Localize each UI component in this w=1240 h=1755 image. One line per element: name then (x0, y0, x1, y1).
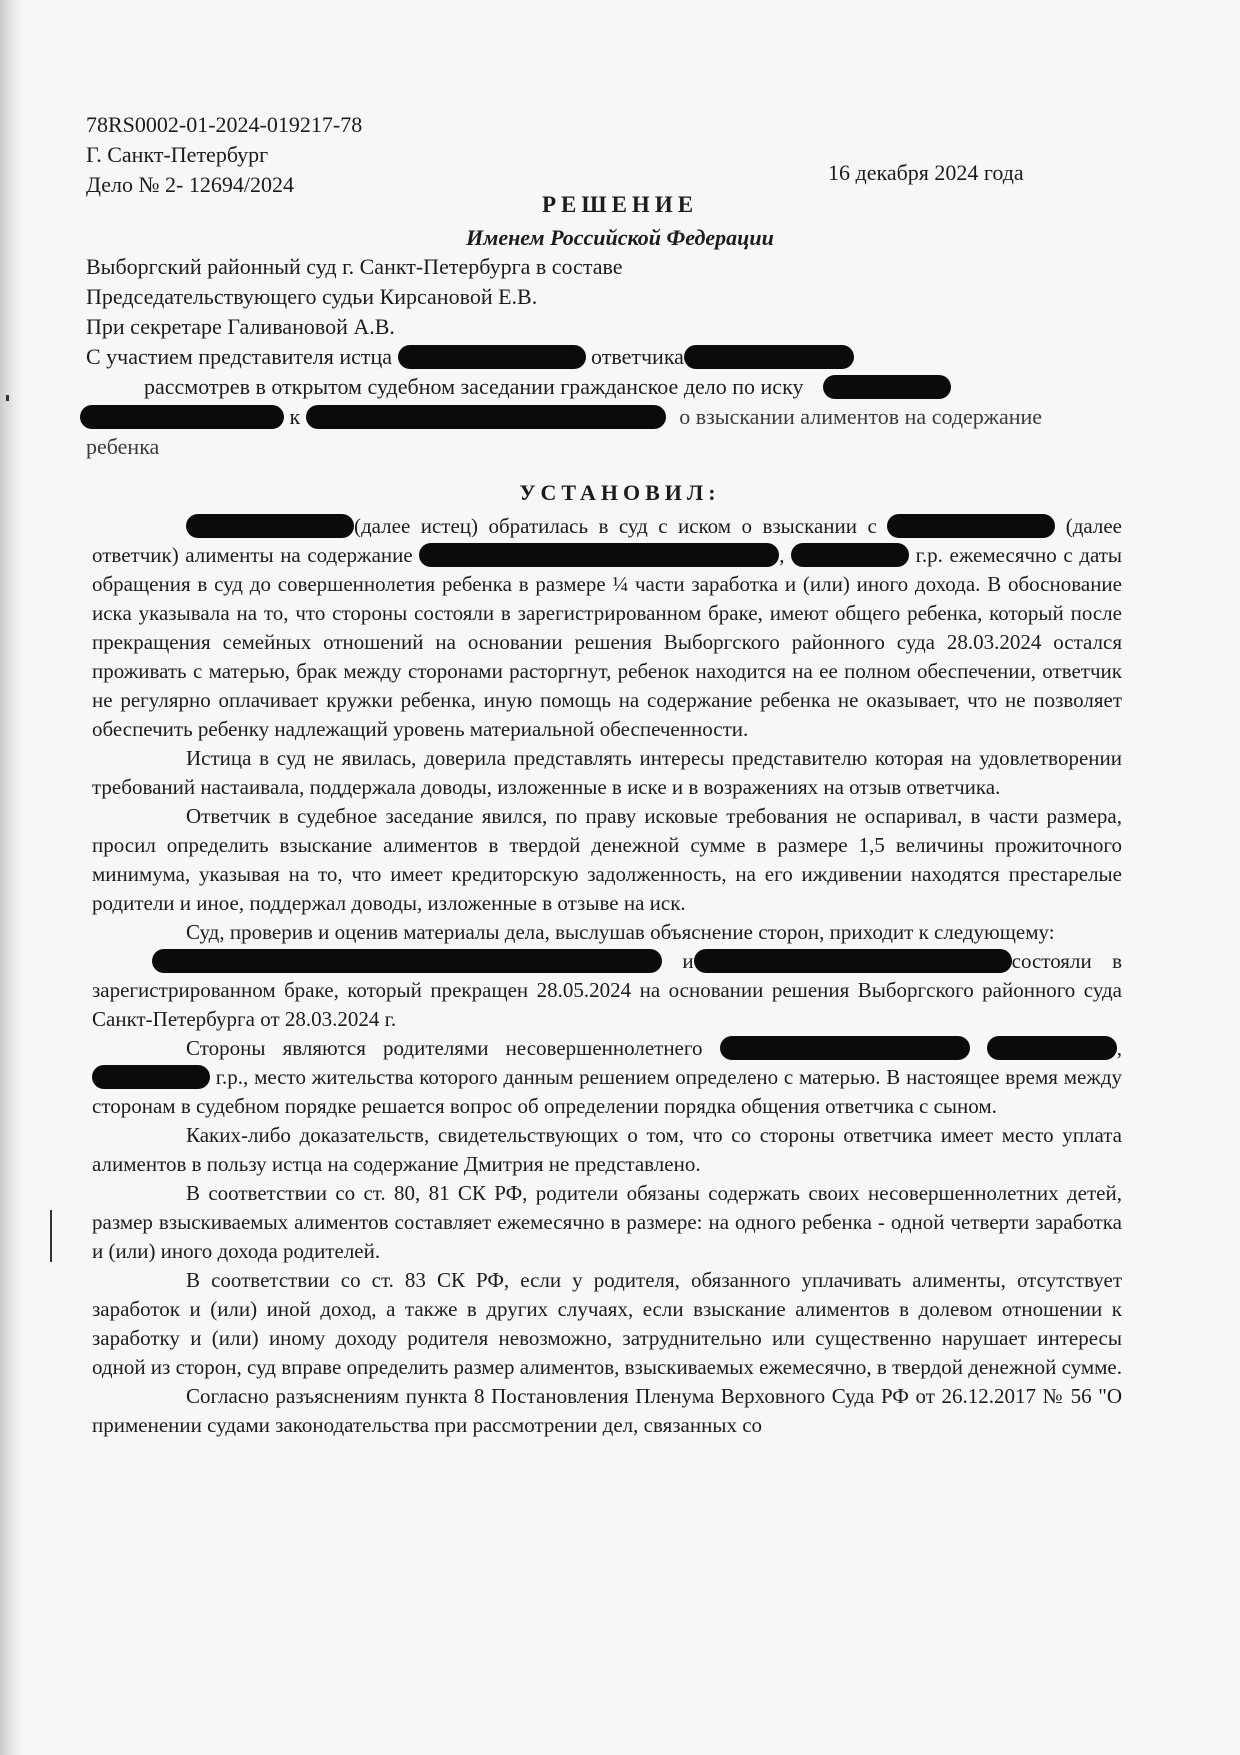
redaction (186, 514, 354, 538)
scan-line-mark (50, 1210, 52, 1262)
document-header (86, 110, 362, 200)
intro-judge: Председательствующего судьи Кирсановой Е.В. (86, 284, 538, 309)
claim-text-4: ежемесячно с даты обращения в суд до совершеннолетия ребенка в размере ¼ части заработка и (или) иного дохода. В обоснование иска указывала на то, что стороны состояли в зарегистрированном браке, имеют общего ребенка, который после прекращения семейных отношений на основании решения Выборгского районного суда 28.03.2024 остался проживать с матерью, брак между сторонами расторгнут, ребенок находится на ее полном обеспечении, ответчик не регулярно оплачивает кружки ребенка, иную помощь на содержание ребенка не оказывает, что не позволяет обеспечить ребенку надлежащий уровень материальной обеспеченности. (92, 543, 1123, 741)
redaction (92, 1065, 210, 1089)
intro-secretary: При секретаре Галивановой А.В. (86, 314, 395, 339)
scan-edge-shadow (0, 0, 22, 1755)
paragraph-evidence: Каких-либо доказательств, свидетельствующих о том, что со стороны ответчика имеет место уплата алиментов в пользу истца на содержание Дмитрия не представлено. (92, 1123, 1122, 1176)
paragraph-plaintiff: Истица в суд не явилась, доверила представлять интересы представителю которая на удовлетворении требований настаивала, поддержала доводы, изложенные в иске и в возражениях на отзыв ответчика. (92, 746, 1122, 799)
redaction (694, 949, 1012, 973)
claim-text-2: (далее ответчик) алименты на содержание (92, 514, 1123, 567)
intro-parties (80, 402, 1126, 432)
paragraph-court-finding: Суд, проверив и оценив материалы дела, выслушав объяснение сторон, приходит к следующему: (186, 920, 1055, 944)
redaction (887, 514, 1055, 538)
section-title: УСТАНОВИЛ: (519, 480, 721, 505)
against-label: к (289, 404, 301, 429)
redaction (152, 949, 662, 973)
redaction (987, 1036, 1117, 1060)
claim-text-1: (далее истец) обратилась в суд с иском о взыскании с (354, 514, 877, 538)
intro-hearing (86, 372, 1126, 402)
redaction (791, 543, 909, 567)
paragraph-parents: Стороны являются родителями несовершеннолетнего , г.р., место жительства которого данным решением определено с матерью. В настоящее время между сторонам в судебном порядке решается вопрос об определении порядка общения ответчика с сыном. (92, 1036, 1122, 1118)
decision-date: 16 декабря 2024 года (828, 160, 1024, 185)
claim-subject: о взыскании алиментов на содержание (679, 404, 1043, 429)
defendant-label: ответчика (591, 344, 684, 369)
participants-label: С участием представителя истца (86, 344, 393, 369)
intro-child: ребенка (86, 434, 160, 459)
redaction (419, 543, 779, 567)
marriage-text-1: состояли (1011, 949, 1092, 973)
intro-participants (86, 342, 1126, 372)
paragraph-law-83: В соответствии со ст. 83 СК РФ, если у родителя, обязанного уплачивать алименты, отсутствует заработок и (или) иной доход, а также в других случаях, если взыскание алиментов в долевом отношении к заработку и (или) иному доходу родителя невозможно, затруднительно или существенно нарушает интересы одной из сторон, суд вправе определить размер алиментов, взыскиваемых ежемесячно, в твердой денежной сумме. (92, 1268, 1122, 1379)
marriage-text-2: в зарегистрированном браке, который прекращен 28.05.2024 на основании решения Выборгского районного суда Санкт-Петербурга от 28.03.2024 г. (92, 949, 1122, 1031)
paragraph-claim: (далее истец) обратилась в суд с иском о взыскании с (далее ответчик) алименты на содержание , г.р. ежемесячно с даты обращения в суд до совершеннолетия ребенка в размере ¼ части заработка и (или) иного дохода. В обоснование иска указывала на то, что стороны состояли в зарегистрированном браке, имеют общего ребенка, который после прекращения семейных отношений на основании решения Выборгского районного суда 28.03.2024 остался проживать с матерью, брак между сторонами расторгнут, ребенок находится на ее полном обеспечении, ответчик не регулярно оплачивает кружки ребенка, иную помощь на содержание ребенка не оказывает, что не позволяет обеспечить ребенку надлежащий уровень материальной обеспеченности. (92, 514, 1123, 741)
redaction (306, 405, 666, 429)
paragraph-marriage (92, 947, 1122, 1034)
paragraph-defendant: Ответчик в судебное заседание явился, по праву исковые требования не оспаривал, в части размера, просил определить взыскание алиментов в твердой денежной сумме в размере 1,5 величины прожиточного минимума, указывая на то, что имеет кредиторскую задолженность, на его иждивении находятся престарелые родители и иное, поддержал доводы, изложенные в отзыве на иск. (92, 804, 1122, 915)
and-label: и (682, 949, 694, 973)
redaction (823, 375, 951, 399)
intro-court: Выборгский районный суд г. Санкт-Петербурга в составе (86, 254, 623, 279)
parents-text-2: г.р., место жительства которого данным решением определено с матерью. В настоящее время между сторонам в судебном порядке решается вопрос об определении порядка общения ответчика с сыном. (92, 1065, 1122, 1118)
redaction (684, 345, 854, 369)
intro-block (86, 252, 1126, 462)
redaction (80, 405, 284, 429)
hearing-text: рассмотрев в открытом судебном заседании гражданское дело по иску (144, 374, 804, 399)
document-body (92, 512, 1122, 1440)
paragraph-plenum: Согласно разъяснениям пункта 8 Постановления Пленума Верховного Суда РФ от 26.12.2017 № 56 "О применении судами законодательства при рассмотрении дел, связанных со (92, 1384, 1122, 1437)
redaction (398, 345, 586, 369)
city: Г. Санкт-Петербург (86, 142, 269, 167)
paragraph-law-80-81: В соответствии со ст. 80, 81 СК РФ, родители обязаны содержать своих несовершеннолетних детей, размер взыскиваемых алиментов составляет ежемесячно в размере: на одного ребенка - одной четверти заработка и (или) иного дохода родителей. (92, 1181, 1122, 1263)
scan-speck (6, 395, 9, 401)
case-number: Дело № 2- 12694/2024 (86, 172, 294, 197)
document-subtitle: Именем Российской Федерации (466, 225, 774, 250)
case-id: 78RS0002-01-2024-019217-78 (86, 112, 363, 137)
redaction (720, 1036, 970, 1060)
parents-text-1: Стороны являются родителями несовершеннолетнего (186, 1036, 703, 1060)
document-title: РЕШЕНИЕ (541, 192, 699, 217)
claim-text-3: г.р. (915, 543, 943, 567)
